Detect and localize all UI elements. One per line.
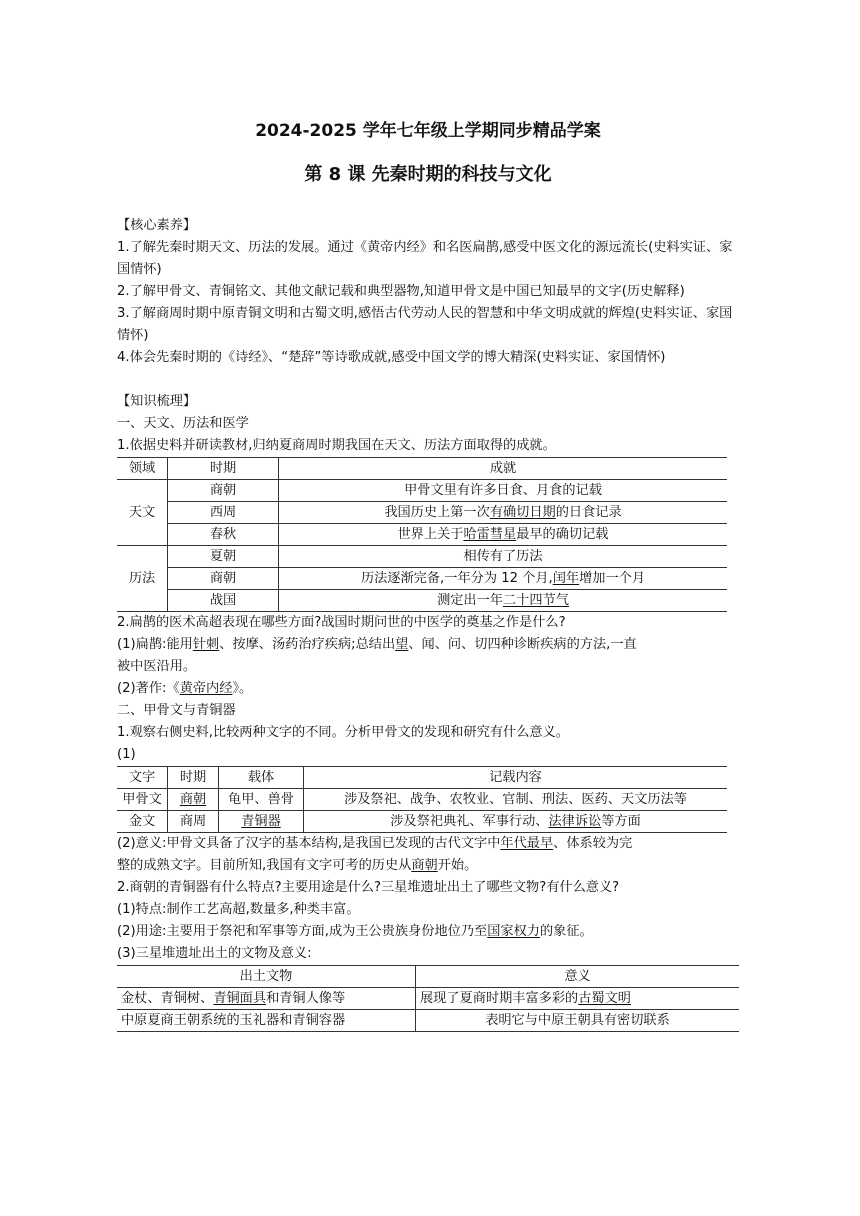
table-header-cell: 载体 [219, 767, 304, 789]
answer-4-1: (1)特点:制作工艺高超,数量多,种类丰富。 [117, 902, 360, 917]
table-header-cell: 出土文物 [117, 966, 416, 988]
period-cell: 商周 [168, 811, 219, 833]
meaning-cell: 表明它与中原王朝具有密切联系 [416, 1010, 740, 1032]
meaning-cell: 展现了夏商时期丰富多彩的古蜀文明 [416, 988, 740, 1010]
section-heading-1: 一、天文、历法和医学 [117, 416, 249, 431]
script-cell: 甲骨文 [117, 789, 168, 811]
script-comparison-table [117, 766, 727, 833]
achievement-cell: 相传有了历法 [279, 546, 728, 568]
answer-2-1: (1)扁鹊:能用针刺、按摩、汤药治疗疾病;总结出望、闻、问、切四种诊断疾病的方法,一直 [117, 637, 637, 652]
period-cell: 夏朝 [168, 546, 279, 568]
answer-blank: 青铜器 [241, 814, 281, 829]
answer-blank: 商朝 [179, 792, 207, 807]
answer-2-2: (2)著作:《黄帝内经》。 [117, 681, 253, 696]
answer-3-2-cont: 整的成熟文字。目前所知,我国有文字可考的历史从商朝开始。 [117, 858, 478, 873]
table-header-cell: 文字 [117, 767, 168, 789]
document-body [117, 215, 739, 1032]
table-header-cell: 成就 [279, 458, 728, 480]
achievement-cell: 甲骨文里有许多日食、月食的记载 [279, 480, 728, 502]
answer-2-1-cont: 被中医沿用。 [117, 659, 197, 674]
document-title: 2024-2025 学年七年级上学期同步精品学案 [255, 121, 601, 141]
answer-blank: 商朝 [411, 858, 438, 873]
answer-blank: 年代最早 [500, 836, 554, 851]
artifact-cell: 金杖、青铜树、青铜面具和青铜人像等 [117, 988, 416, 1010]
table-header-cell: 意义 [416, 966, 740, 988]
achievement-cell: 测定出一年二十四节气 [279, 590, 728, 612]
table-row [117, 546, 727, 568]
table-row [117, 988, 739, 1010]
carrier-cell: 龟甲、兽骨 [219, 789, 304, 811]
answer-blank: 哈雷彗星 [463, 527, 517, 542]
table-row [117, 1010, 739, 1032]
question-1: 1.依据史料并研读教材,归纳夏商周时期我国在天文、历法方面取得的成就。 [117, 438, 556, 453]
period-cell: 战国 [168, 590, 279, 612]
knowledge-heading: 【知识梳理】 [117, 394, 197, 409]
table-header-cell: 时期 [168, 767, 219, 789]
answer-blank: 法律诉讼 [548, 814, 602, 829]
table-header-row [117, 966, 739, 988]
period-cell [168, 789, 219, 811]
period-cell: 商朝 [168, 480, 279, 502]
lesson-title: 第 8 课 先秦时期的科技与文化 [304, 164, 552, 185]
period-cell: 春秋 [168, 524, 279, 546]
sanxingdui-table [117, 965, 739, 1032]
achievement-cell: 历法逐渐完备,一年分为 12 个月,闰年增加一个月 [279, 568, 728, 590]
table-header-row [117, 458, 727, 480]
core-item-3: 3.了解商周时期中原青铜文明和古蜀文明,感悟古代劳动人民的智慧和中华文明成就的辉煌(史料实证、家国情怀) [117, 306, 733, 343]
table-row [117, 789, 727, 811]
answer-blank: 闰年 [552, 571, 580, 586]
answer-blank: 二十四节气 [503, 593, 569, 608]
answer-4-3: (3)三星堆遗址出土的文物及意义: [117, 946, 312, 961]
answer-3-2: (2)意义:甲骨文具备了汉字的基本结构,是我国已发现的古代文字中年代最早、体系较为完 [117, 836, 633, 851]
answer-blank: 望 [395, 637, 409, 652]
table-row [117, 590, 727, 612]
astronomy-calendar-table [117, 457, 727, 612]
core-item-4: 4.体会先秦时期的《诗经》、“楚辞”等诗歌成就,感受中国文学的博大精深(史料实证、家国情怀) [117, 350, 666, 365]
table-header-cell: 领域 [117, 458, 168, 480]
core-heading: 【核心素养】 [117, 218, 197, 233]
answer-blank: 古蜀文明 [578, 991, 631, 1006]
field-cell: 历法 [117, 546, 168, 612]
content-cell: 涉及祭祀典礼、军事行动、法律诉讼等方面 [304, 811, 728, 833]
section-heading-2: 二、甲骨文与青铜器 [117, 703, 236, 718]
carrier-cell [219, 811, 304, 833]
content-cell: 涉及祭祀、战争、农牧业、官制、刑法、医药、天文历法等 [304, 789, 728, 811]
achievement-cell: 我国历史上第一次有确切日期的日食记录 [279, 502, 728, 524]
table-row [117, 811, 727, 833]
table-row [117, 568, 727, 590]
table-row [117, 524, 727, 546]
question-2: 2.扁鹊的医术高超表现在哪些方面?战国时期问世的中医学的奠基之作是什么? [117, 615, 566, 630]
answer-blank: 有确切日期 [489, 505, 556, 520]
script-cell: 金文 [117, 811, 168, 833]
answer-3-label: (1) [117, 747, 136, 762]
table-header-cell: 记载内容 [304, 767, 728, 789]
period-cell: 商朝 [168, 568, 279, 590]
table-header-row [117, 767, 727, 789]
field-cell: 天文 [117, 480, 168, 546]
core-item-2: 2.了解甲骨文、青铜铭文、其他文献记载和典型器物,知道甲骨文是中国已知最早的文字(历史解释) [117, 284, 685, 299]
table-header-cell: 时期 [168, 458, 279, 480]
answer-blank: 黄帝内经 [179, 681, 233, 696]
period-cell: 西周 [168, 502, 279, 524]
table-row [117, 502, 727, 524]
table-row [117, 480, 727, 502]
answer-blank: 国家权力 [487, 924, 540, 939]
question-3: 1.观察右侧史料,比较两种文字的不同。分析甲骨文的发现和研究有什么意义。 [117, 725, 569, 740]
question-4: 2.商朝的青铜器有什么特点?主要用途是什么?三星堆遗址出土了哪些文物?有什么意义? [117, 880, 620, 895]
answer-blank: 针刺 [192, 637, 220, 652]
answer-4-2: (2)用途:主要用于祭祀和军事等方面,成为王公贵族身份地位乃至国家权力的象征。 [117, 924, 593, 939]
answer-blank: 青铜面具 [213, 991, 267, 1006]
achievement-cell: 世界上关于哈雷彗星最早的确切记载 [279, 524, 728, 546]
artifact-cell: 中原夏商王朝系统的玉礼器和青铜容器 [117, 1010, 416, 1032]
core-item-1: 1.了解先秦时期天文、历法的发展。通过《黄帝内经》和名医扁鹊,感受中医文化的源远流长(史料实证、家国情怀) [117, 240, 733, 277]
